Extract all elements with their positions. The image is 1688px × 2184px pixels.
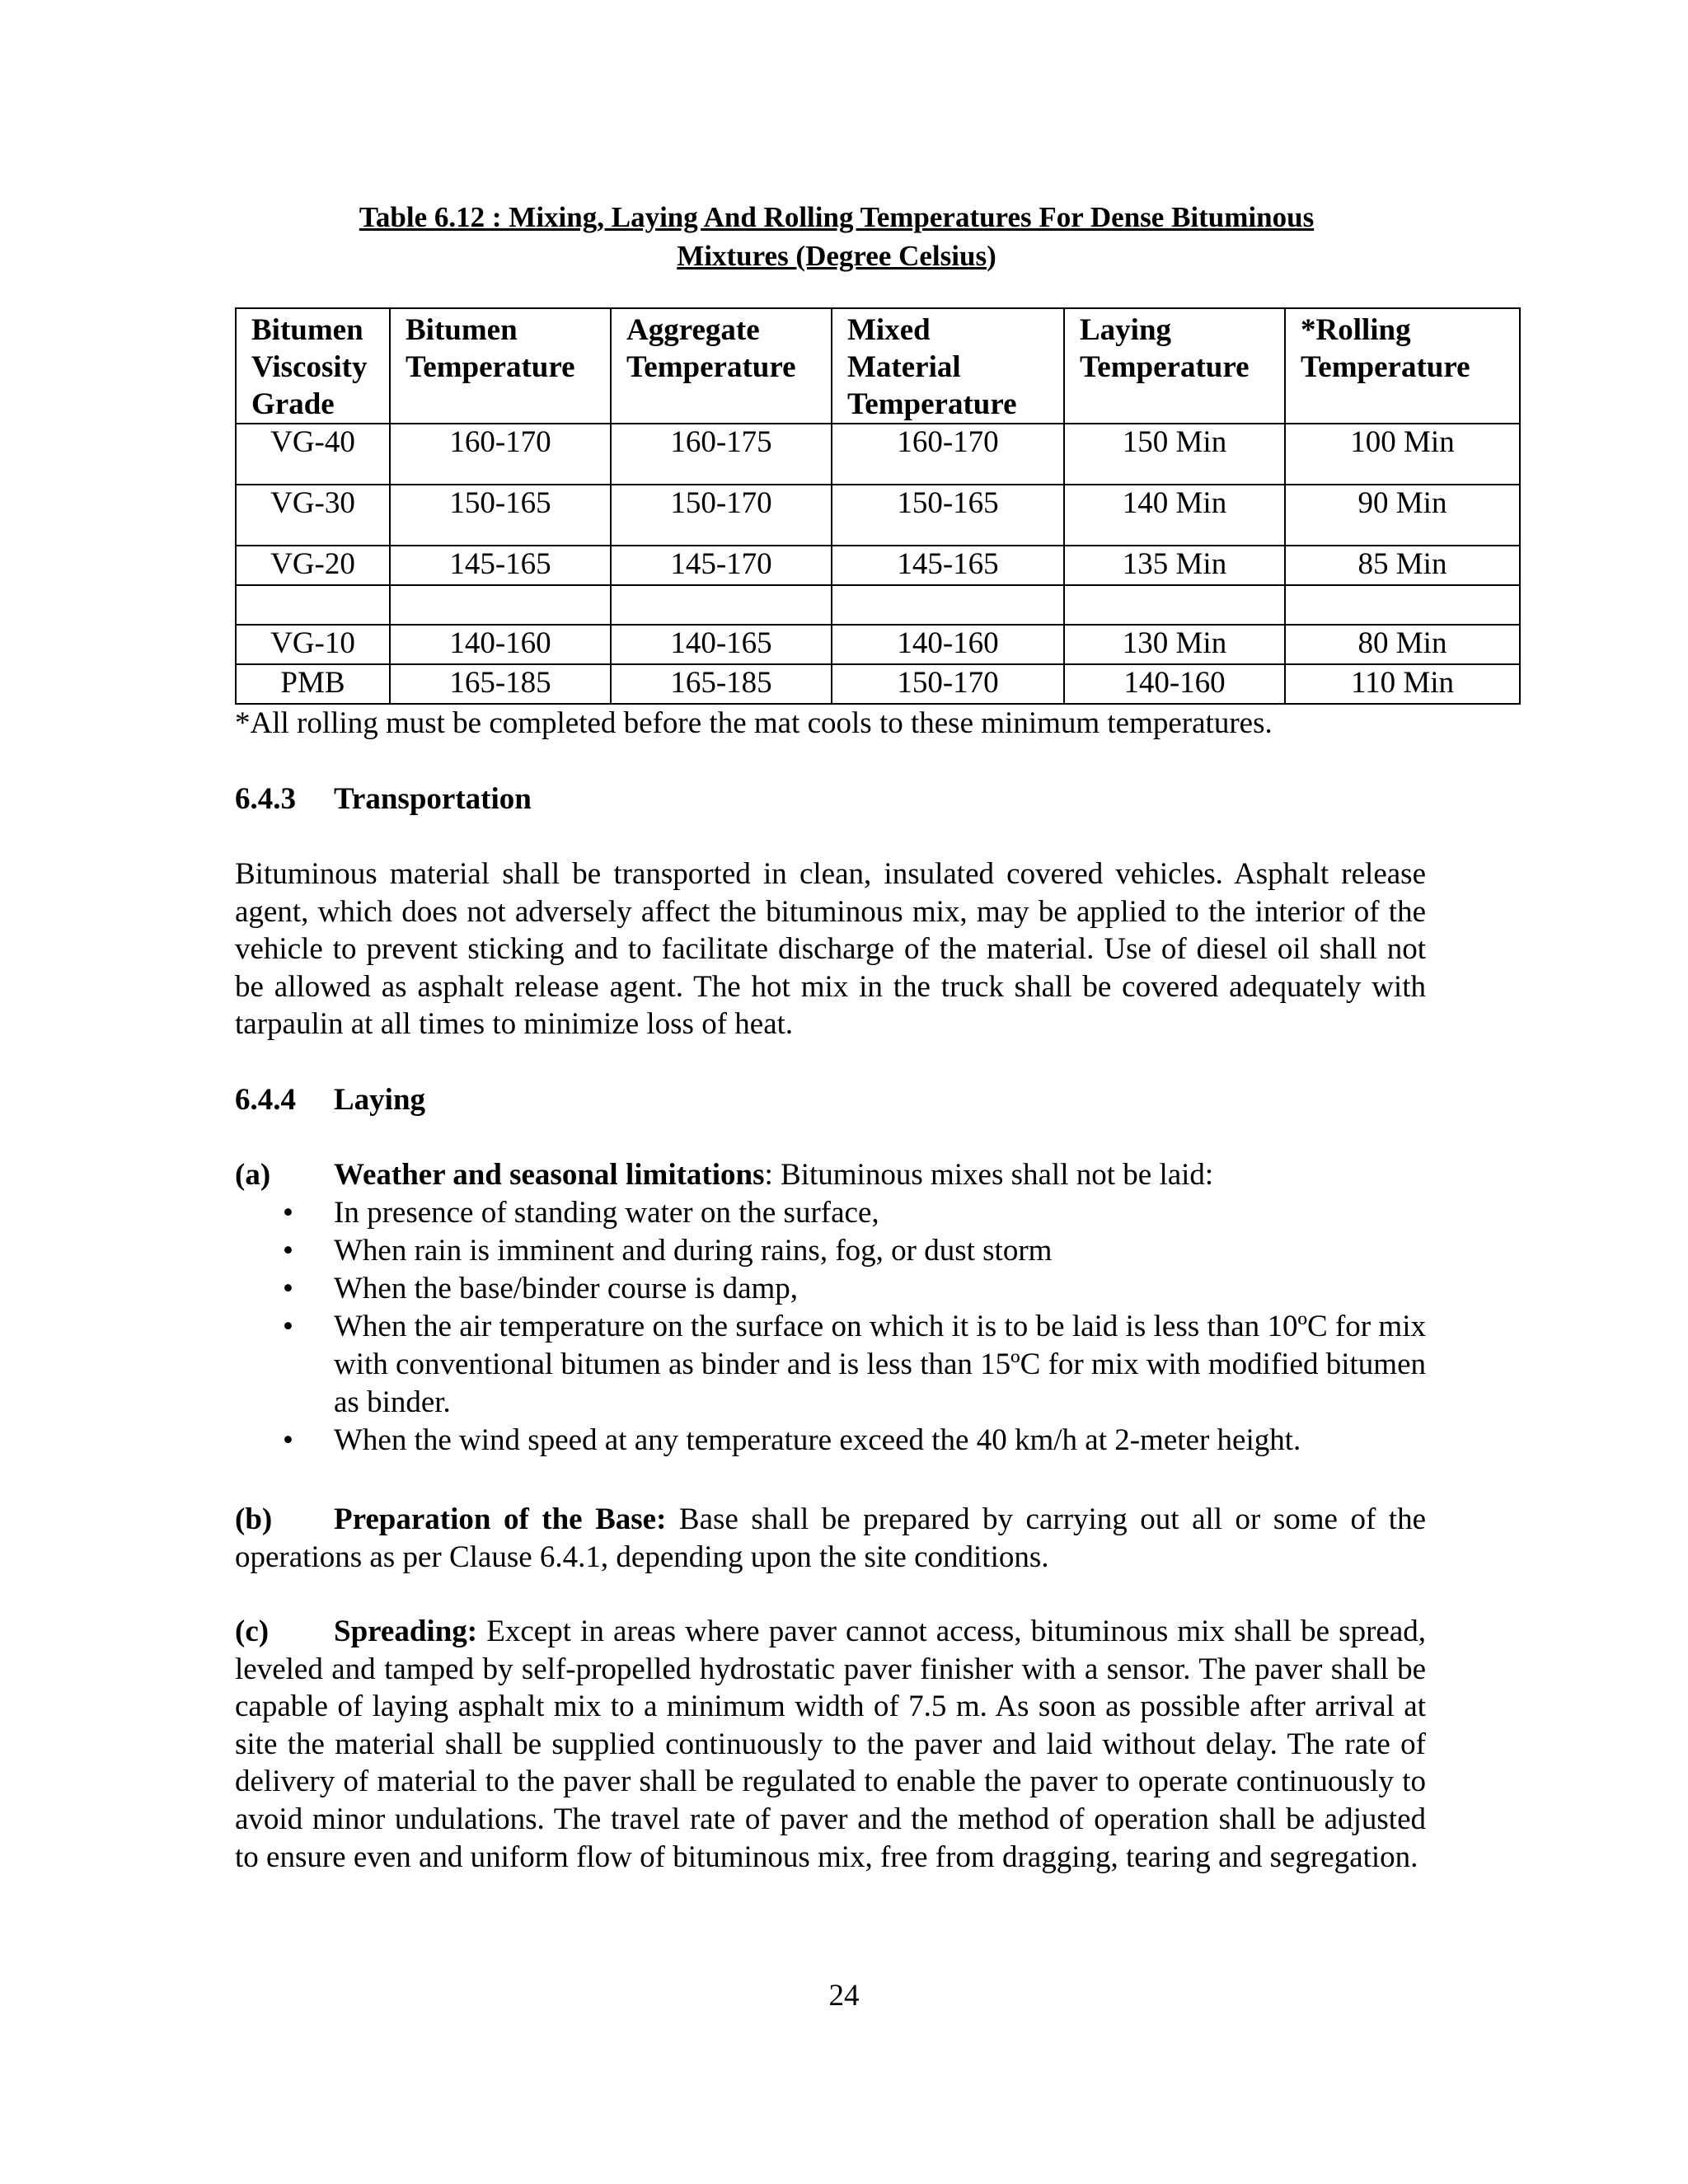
- caption-line-2: Mixtures (Degree Celsius: [677, 240, 987, 272]
- table-cell: 165-185: [611, 664, 832, 704]
- header-aggregate-temp: Aggregate Temperature: [611, 308, 832, 424]
- item-bold-title: Preparation of the Base:: [334, 1502, 667, 1536]
- section-number: 6.4.4: [235, 1083, 296, 1117]
- table-cell: 145-170: [611, 546, 832, 585]
- table-cell: 140-160: [832, 625, 1064, 664]
- table-cell: 135 Min: [1064, 546, 1285, 585]
- header-rolling-temp: *Rolling Temperature: [1285, 308, 1520, 424]
- page-number: 24: [828, 1979, 860, 2013]
- list-item: [235, 1194, 1426, 1232]
- header-bitumen-temp: Bitumen Temperature: [390, 308, 611, 424]
- item-a-paragraph: [235, 1156, 1426, 1194]
- table-cell: VG-20: [236, 546, 390, 585]
- table-cell: [390, 585, 611, 625]
- table-cell: 130 Min: [1064, 625, 1285, 664]
- table-cell: 140 Min: [1064, 485, 1285, 546]
- list-item-text: In presence of standing water on the surface,: [334, 1196, 879, 1230]
- section-number: 6.4.3: [235, 782, 296, 816]
- caption-line-2-tail: ): [987, 240, 996, 272]
- table-cell: 150-165: [390, 485, 611, 546]
- list-item-text: When the base/binder course is damp,: [334, 1272, 799, 1305]
- table-row: [236, 625, 1520, 664]
- list-item-text: When the air temperature on the surface on which it is to be laid is less than 10ºC for mix with conventional bitumen as binder and is less than 15ºC for mix with modified bitumen as binder.: [334, 1310, 1426, 1419]
- item-bold-title: Weather and seasonal limitations: [334, 1158, 765, 1192]
- item-text: Base shall be prepared by carrying out all or some of the operations as per Clause 6.4.1, depending upon the site conditions.: [235, 1502, 1426, 1574]
- table-cell: [1064, 585, 1285, 625]
- header-grade: Bitumen Viscosity Grade: [236, 308, 390, 424]
- table-cell: 160-170: [832, 424, 1064, 485]
- table-cell: 110 Min: [1285, 664, 1520, 704]
- item-text: : Bituminous mixes shall not be laid:: [764, 1158, 1214, 1192]
- temperature-table: [235, 307, 1521, 705]
- table-cell: 85 Min: [1285, 546, 1520, 585]
- table-footnote: *All rolling must be completed before the mat cools to these minimum temperatures.: [235, 706, 1273, 740]
- weather-limitations-list: [235, 1194, 1426, 1460]
- table-cell: 165-185: [390, 664, 611, 704]
- table-cell: [1285, 585, 1520, 625]
- table-cell: [236, 585, 390, 625]
- table-cell: 160-170: [390, 424, 611, 485]
- table-row: [236, 485, 1520, 546]
- header-laying-temp: Laying Temperature: [1064, 308, 1285, 424]
- list-item: [235, 1308, 1426, 1422]
- bullet-icon: •: [283, 1272, 293, 1305]
- section-heading-transportation: [235, 780, 532, 818]
- item-c-paragraph: [235, 1613, 1426, 1876]
- table-cell: [832, 585, 1064, 625]
- list-item: [235, 1422, 1426, 1460]
- table-cell: VG-10: [236, 625, 390, 664]
- list-item-text: When rain is imminent and during rains, fog, or dust storm: [334, 1234, 1053, 1268]
- item-bold-title: Spreading:: [334, 1615, 478, 1648]
- table-caption: [235, 198, 1438, 275]
- header-mixed-temp: Mixed Material Temperature: [832, 308, 1064, 424]
- table-cell: 140-160: [1064, 664, 1285, 704]
- table-cell: VG-30: [236, 485, 390, 546]
- table-cell: PMB: [236, 664, 390, 704]
- bullet-icon: •: [283, 1196, 293, 1230]
- caption-line-1: Table 6.12 : Mixing, Laying And Rolling Temperatures For Dense Bituminous: [359, 201, 1315, 233]
- table-cell: 145-165: [390, 546, 611, 585]
- table-cell: 150-165: [832, 485, 1064, 546]
- table-row-empty: [236, 585, 1520, 625]
- item-label: (b): [235, 1502, 273, 1536]
- table-cell: 150 Min: [1064, 424, 1285, 485]
- table-row: [236, 424, 1520, 485]
- list-item: [235, 1232, 1426, 1270]
- bullet-icon: •: [283, 1423, 293, 1457]
- item-label: (c): [235, 1615, 270, 1648]
- item-b-paragraph: [235, 1501, 1426, 1576]
- table-cell: 160-175: [611, 424, 832, 485]
- list-item-text: When the wind speed at any temperature exceed the 40 km/h at 2-meter height.: [334, 1423, 1301, 1457]
- table-cell: VG-40: [236, 424, 390, 485]
- table-row: [236, 546, 1520, 585]
- bullet-icon: •: [283, 1234, 293, 1268]
- section-heading-laying: [235, 1081, 425, 1119]
- table-cell: 100 Min: [1285, 424, 1520, 485]
- item-label: (a): [235, 1158, 271, 1192]
- table-header-row: [236, 308, 1520, 424]
- table-cell: 140-160: [390, 625, 611, 664]
- table-cell: 80 Min: [1285, 625, 1520, 664]
- table-cell: 90 Min: [1285, 485, 1520, 546]
- section-title: Laying: [334, 1083, 426, 1117]
- list-item: [235, 1270, 1426, 1308]
- table-cell: [611, 585, 832, 625]
- table-row: [236, 664, 1520, 704]
- bullet-icon: •: [283, 1310, 293, 1343]
- item-text: Except in areas where paver cannot access, bituminous mix shall be spread, leveled and tamped by self-propelled hydrostatic paver finisher with a sensor. The paver shall be capable of laying asphalt mix to a minimum width of 7.5 m. As soon as possible after arrival at site the material shall be supplied continuously to the paver and laid without delay. The rate of delivery of material to the paver shall be regulated to enable the paver to operate continuously to avoid minor undulations. The travel rate of paver and the method of operation shall be adjusted to ensure even and uniform flow of bituminous mix, free from dragging, tearing and segregation.: [235, 1615, 1426, 1874]
- section-title: Transportation: [334, 782, 532, 816]
- table-cell: 140-165: [611, 625, 832, 664]
- table-cell: 150-170: [611, 485, 832, 546]
- transportation-paragraph: Bituminous material shall be transported in clean, insulated covered vehicles. Asphalt release agent, which does not adversely affect the bituminous mix, may be applied to the interior of the vehicle to prevent sticking and to facilitate discharge of the material. Use of diesel oil shall not be allowed as asphalt release agent. The hot mix in the truck shall be covered adequately with tarpaulin at all times to minimize loss of heat.: [235, 857, 1426, 1042]
- table-cell: 150-170: [832, 664, 1064, 704]
- table-cell: 145-165: [832, 546, 1064, 585]
